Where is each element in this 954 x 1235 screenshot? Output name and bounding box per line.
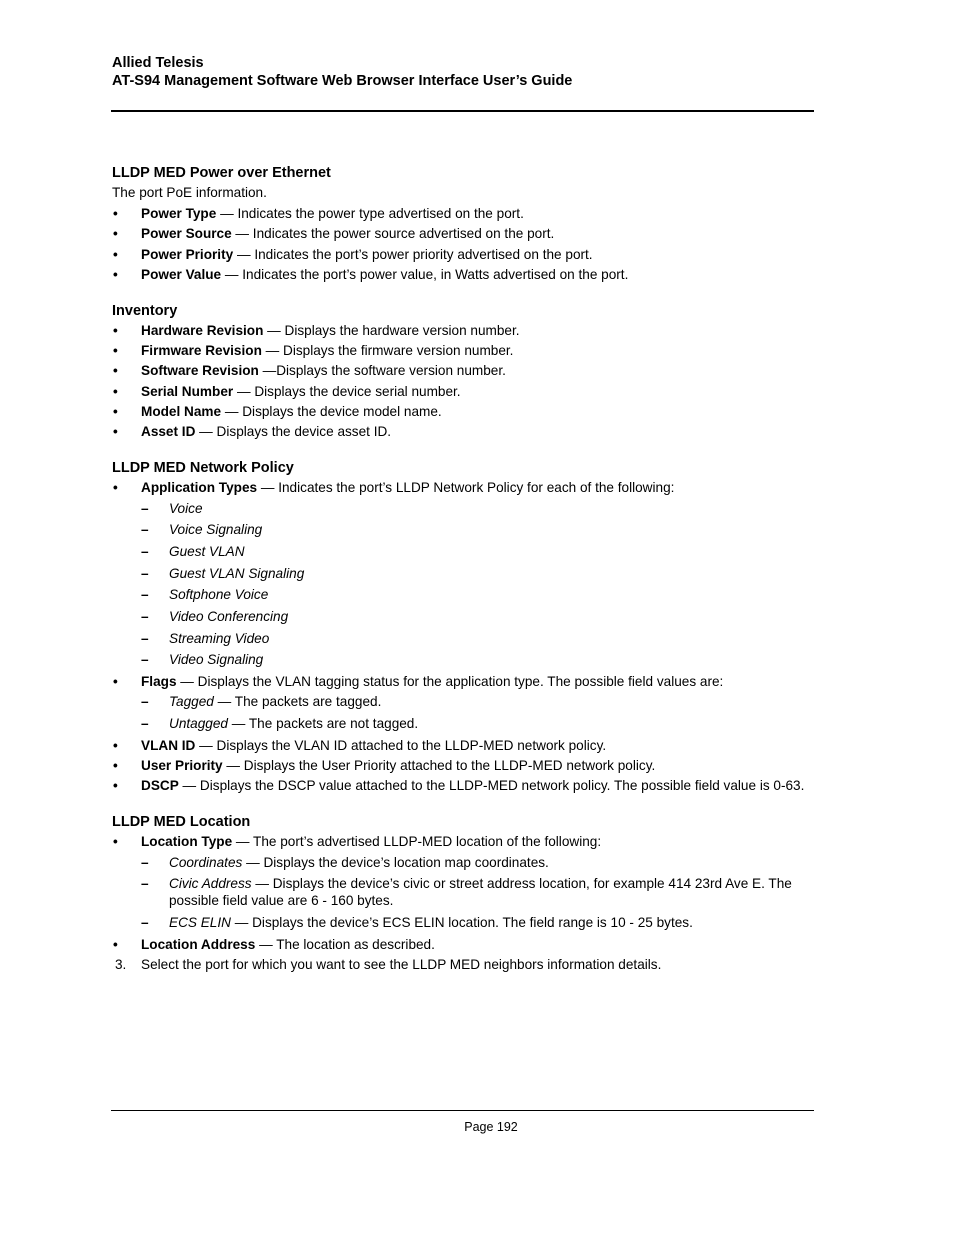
section-location (112, 813, 814, 973)
list-item (112, 423, 814, 440)
item-desc: — Displays the firmware version number. (261, 343, 514, 359)
item-desc: — Displays the hardware version number. (263, 322, 520, 338)
list-item (112, 362, 814, 379)
bullet-icon: • (113, 778, 118, 794)
dash-icon: – (141, 876, 149, 892)
sub-item (112, 715, 814, 732)
sub-item-label: Guest VLAN (169, 544, 245, 560)
sub-item-label: Voice (169, 500, 203, 516)
list-item (112, 936, 814, 953)
page-number: Page 192 (464, 1120, 518, 1134)
sub-item-term: Untagged (169, 716, 228, 732)
sub-item (112, 693, 814, 710)
list-item (112, 342, 814, 359)
sub-item-label: Streaming Video (169, 630, 270, 646)
header-rule (111, 110, 814, 112)
item-term: Application Types (141, 480, 258, 496)
dash-icon: – (141, 716, 149, 732)
sub-item (112, 875, 814, 909)
list-item (112, 833, 814, 850)
bullet-icon: • (113, 737, 118, 753)
item-desc: — Displays the device serial number. (233, 383, 461, 399)
item-desc: — Indicates the port’s LLDP Network Policy for each of the following: (257, 480, 675, 496)
item-term: Software Revision (141, 363, 259, 379)
sub-item (112, 651, 814, 668)
bullet-icon: • (113, 424, 118, 440)
sub-item (112, 854, 814, 871)
sub-item-label: Video Conferencing (169, 609, 289, 625)
page-content (112, 164, 814, 976)
sub-item (112, 565, 814, 582)
section-network-policy (112, 459, 814, 794)
bullet-icon: • (113, 246, 118, 262)
dash-icon: – (141, 587, 149, 603)
sub-item-label: Guest VLAN Signaling (169, 565, 305, 581)
bullet-icon: • (113, 834, 118, 850)
item-term: Power Value (141, 266, 222, 282)
item-term: Power Type (141, 206, 217, 221)
item-desc: — Indicates the port’s power priority advertised on the port. (233, 246, 593, 262)
section-title: LLDP MED Location (112, 814, 251, 831)
item-term: Serial Number (141, 383, 234, 399)
sub-item (112, 586, 814, 603)
sub-item-desc: — Displays the device’s ECS ELIN location. The field range is 10 - 25 bytes. (230, 915, 693, 931)
guide-title: AT-S94 Management Software Web Browser Interface User’s Guide (112, 73, 573, 89)
sub-item (112, 500, 814, 517)
sub-item-desc: — The packets are tagged. (213, 694, 382, 710)
item-term: DSCP (141, 778, 179, 794)
sub-item-label: Video Signaling (169, 652, 264, 668)
item-term: User Priority (141, 758, 223, 774)
item-term: Asset ID (141, 424, 196, 440)
dash-icon: – (141, 522, 149, 538)
item-desc: — Displays the VLAN ID attached to the LLDP-MED network policy. (195, 737, 607, 753)
list-item (112, 673, 814, 690)
item-desc: — Displays the device asset ID. (195, 424, 392, 440)
item-term: Firmware Revision (141, 343, 262, 359)
list-item (112, 479, 814, 496)
page-header (112, 54, 814, 90)
dash-icon: – (141, 609, 149, 625)
bullet-icon: • (113, 936, 118, 952)
bullet-icon: • (113, 226, 118, 242)
sub-item (112, 543, 814, 560)
item-term: Model Name (141, 404, 222, 420)
item-desc: — Indicates the port’s power value, in Watts advertised on the port. (221, 266, 629, 282)
step-text: Select the port for which you want to see the LLDP MED neighbors information details. (141, 957, 662, 973)
dash-icon: – (141, 630, 149, 646)
item-desc: — Indicates the power type advertised on the port. (216, 206, 524, 221)
sub-item-desc: — The packets are not tagged. (227, 716, 419, 732)
list-item (112, 266, 814, 283)
item-desc: — The port’s advertised LLDP-MED location of the following: (232, 834, 602, 850)
sub-item-term: ECS ELIN (169, 915, 231, 931)
list-item (112, 777, 814, 794)
list-item (112, 403, 814, 420)
footer-rule (111, 1110, 814, 1111)
item-desc: — Indicates the power source advertised on the port. (231, 226, 555, 242)
item-term: Hardware Revision (141, 322, 264, 338)
bullet-icon: • (113, 758, 118, 774)
item-term: Flags (141, 674, 177, 690)
list-item (112, 246, 814, 263)
bullet-icon: • (113, 383, 118, 399)
item-term: Power Source (141, 226, 232, 242)
item-term: Location Address (141, 936, 256, 952)
sub-item-label: Voice Signaling (169, 522, 263, 538)
sub-item-term: Coordinates (169, 854, 243, 870)
sub-item-desc: — Displays the device’s civic or street address location, for example 414 23rd Ave E. The possible field value are 6 - 160 bytes. (169, 876, 792, 909)
bullet-icon: • (113, 480, 118, 496)
list-item (112, 757, 814, 774)
section-title: Inventory (112, 302, 178, 319)
sub-item (112, 630, 814, 647)
item-term: VLAN ID (141, 737, 196, 753)
dash-icon: – (141, 565, 149, 581)
sub-item-label: Softphone Voice (169, 587, 269, 603)
list-item (112, 737, 814, 754)
bullet-icon: • (113, 322, 118, 338)
bullet-icon: • (113, 206, 118, 221)
sub-item-desc: — Displays the device’s location map coordinates. (242, 854, 549, 870)
list-item (112, 383, 814, 400)
sub-item (112, 608, 814, 625)
bullet-icon: • (113, 266, 118, 282)
item-desc: — Displays the device model name. (221, 404, 442, 420)
item-desc: — Displays the User Priority attached to the LLDP-MED network policy. (222, 758, 656, 774)
sub-item-term: Tagged (169, 694, 214, 710)
item-desc: —Displays the software version number. (258, 363, 506, 379)
bullet-icon: • (113, 674, 118, 690)
item-desc: — The location as described. (255, 936, 435, 952)
dash-icon: – (141, 544, 149, 560)
bullet-icon: • (113, 404, 118, 420)
list-item (112, 225, 814, 242)
item-desc: — Displays the VLAN tagging status for the application type. The possible field values are: (176, 674, 724, 690)
dash-icon: – (141, 500, 149, 516)
dash-icon: – (141, 854, 149, 870)
item-desc: — Displays the DSCP value attached to the LLDP-MED network policy. The possible field value is 0-63. (178, 778, 805, 794)
sub-item (112, 914, 814, 931)
section-inventory (112, 302, 814, 440)
step-item (112, 956, 814, 973)
dash-icon: – (141, 652, 149, 668)
sub-item-term: Civic Address (169, 876, 252, 892)
item-term: Power Priority (141, 246, 234, 262)
company-name: Allied Telesis (112, 55, 204, 71)
section-title: LLDP MED Power over Ethernet (112, 165, 331, 181)
bullet-icon: • (113, 343, 118, 359)
section-intro: The port PoE information. (112, 185, 267, 200)
step-number: 3. (115, 957, 127, 973)
list-item (112, 322, 814, 339)
bullet-icon: • (113, 363, 118, 379)
item-term: Location Type (141, 834, 233, 850)
dash-icon: – (141, 694, 149, 710)
dash-icon: – (141, 915, 149, 931)
list-item (112, 205, 814, 222)
sub-item (112, 521, 814, 538)
section-poe (112, 164, 814, 283)
section-title: LLDP MED Network Policy (112, 460, 294, 477)
